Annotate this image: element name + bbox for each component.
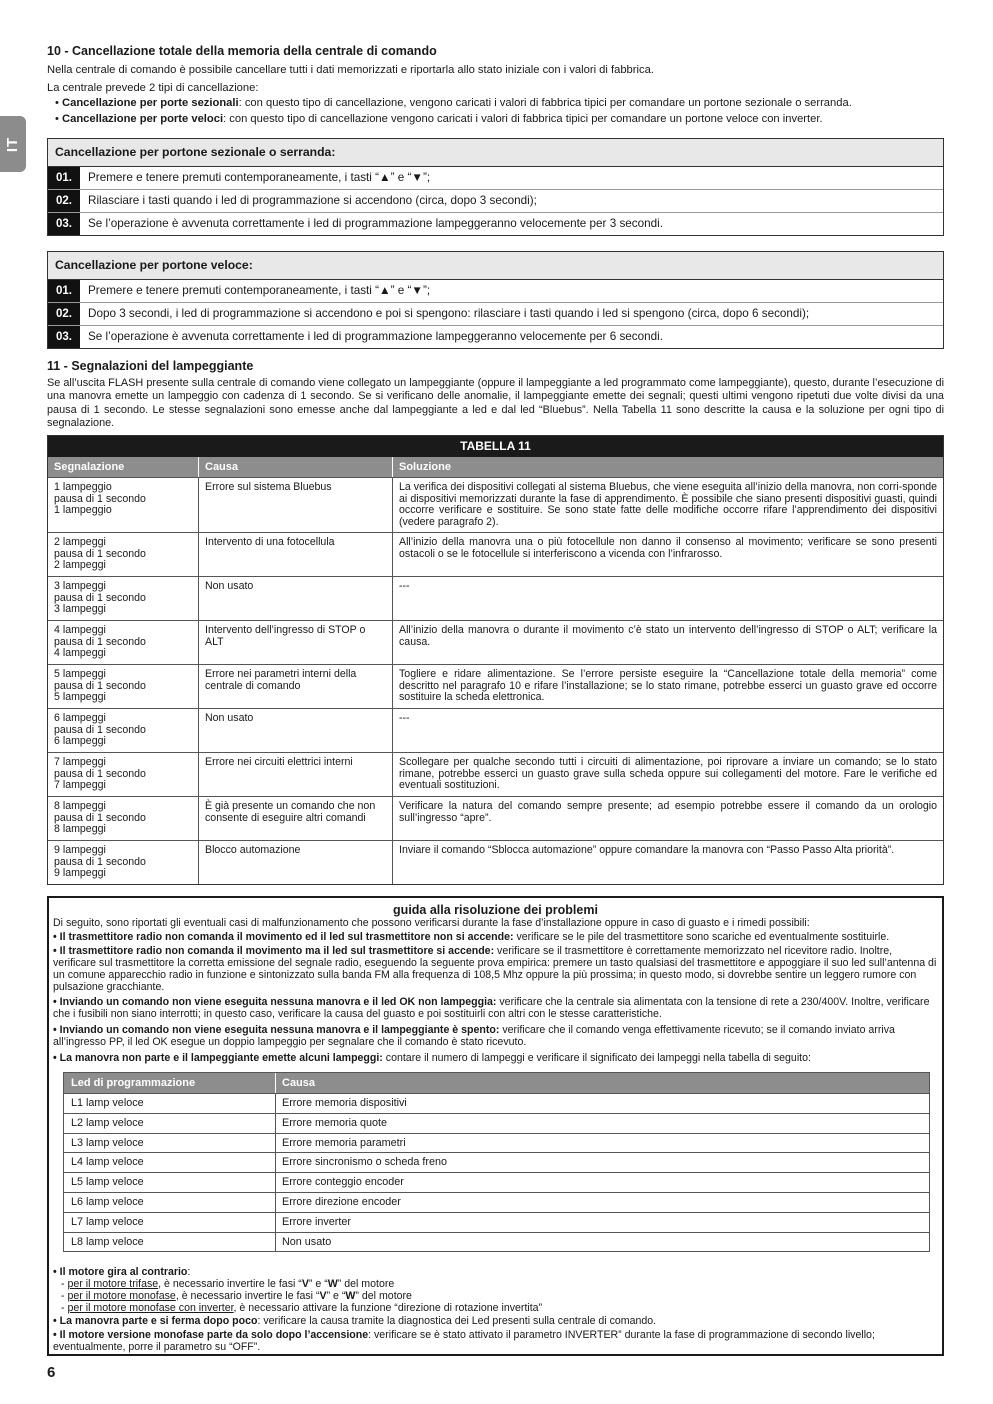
text: ” e “: [326, 1290, 346, 1302]
item-text: contare il numero di lampeggi e verificare il significato dei lampeggi nella tabella di seguito:: [382, 1052, 811, 1064]
led-row: [64, 1232, 929, 1252]
section-11-body: Se all’uscita FLASH presente sulla centrale di comando viene collegato un lampeggiante (oppure il lampeggiante a led programmato come lampeggiante), questo, durante l’esecuzione di una manovra emette un lampeggio con cadenza di 1 secondo. Se si verificano delle anomalie, il lampeggiante emette dei segnali; questi ultimi vengono ripetuti due volte divisi da una pausa di 1 secondo. Le stesse segnalazioni sono emesse anche dal lampeggiante a led e dal led “Bluebus”. Nella Tabella 11 sono descritte la causa e la soluzione per ogni tipo di segnalazione.: [47, 377, 944, 430]
led-cause-cell: Errore inverter: [282, 1215, 351, 1228]
led-cell: L2 lamp veloce: [64, 1114, 276, 1133]
dash: -: [61, 1302, 68, 1314]
led-cell: L4 lamp veloce: [64, 1153, 276, 1172]
bullet-text: : con questo tipo di cancellazione vengono caricati i valori di fabbrica tipici per comandare un portone veloce con inverter.: [223, 113, 823, 125]
language-label: IT: [4, 136, 22, 152]
item-bold: • La manovra non parte e il lampeggiante emette alcuni lampeggi:: [53, 1052, 383, 1064]
language-tab: [0, 116, 26, 172]
solution-cell: Verificare la natura del comando sempre presente; ad esempio potrebbe essere il comando da un orologio sull’ingresso “apre”.: [399, 800, 937, 824]
led-cell: L8 lamp veloce: [64, 1233, 276, 1252]
item-bold: • Il trasmettitore radio non comanda il movimento ed il led sul trasmettitore non si accende:: [53, 931, 514, 943]
signal-cell: 1 lampeggio pausa di 1 secondo 1 lampeggio: [48, 478, 199, 532]
troubleshooting-box: [47, 896, 944, 1356]
cause-cell: Non usato: [199, 577, 393, 620]
item-bold: • La manovra parte e si ferma dopo poco: [53, 1315, 258, 1327]
step-text: Rilasciare i tasti quando i led di programmazione si accendono (circa, dopo 3 secondi);: [88, 194, 537, 207]
section-10-intro: Nella centrale di comando è possibile cancellare tutti i dati memorizzati e riportarla allo stato iniziale con i valori di fabbrica.: [47, 64, 654, 76]
led-cause-cell: Errore memoria quote: [282, 1116, 388, 1129]
led-row: [64, 1172, 929, 1192]
item-text: verificare che il comando venga effettivamente ricevuto; se il comando inviato arriva all’ingresso PP, il led OK esegue un doppio lampeggio per segnalare che il comando è stato ricevuto.: [53, 1024, 895, 1048]
item-bold: • Inviando un comando non viene eseguita nessuna manovra e il led OK non lampeggia:: [53, 996, 497, 1008]
table-row: [48, 477, 943, 532]
page-number: 6: [47, 1364, 56, 1381]
item-bold: • Inviando un comando non viene eseguita nessuna manovra e il lampeggiante è spento:: [53, 1024, 500, 1036]
step-text: Premere e tenere premuti contemporaneamente, i tasti “▲” e “▼”;: [88, 171, 431, 184]
table-row: [48, 752, 943, 796]
table-row: [48, 532, 943, 576]
table-row: [48, 576, 943, 620]
step-text: Premere e tenere premuti contemporaneamente, i tasti “▲” e “▼”;: [88, 284, 431, 297]
procedure-step: [48, 325, 943, 348]
motor-type: per il motore monofase con inverter: [67, 1302, 234, 1314]
signal-cell: 4 lampeggi pausa di 1 secondo 4 lampeggi: [48, 621, 199, 664]
header-led: Led di programmazione: [64, 1073, 276, 1093]
bullet-text: : con questo tipo di cancellazione, vengono caricati i valori di fabbrica tipici per comandare un portone sezionale o serranda.: [238, 97, 852, 109]
table-row: [48, 840, 943, 884]
header-causa: Causa: [282, 1077, 316, 1089]
table-11-body: [48, 477, 943, 884]
text: , è necessario invertire le fasi “: [175, 1290, 320, 1302]
table-row: [48, 708, 943, 752]
signal-cell: 7 lampeggi pausa di 1 secondo 7 lampeggi: [48, 753, 199, 796]
item-text: verificare se le pile del trasmettitore sono scariche ed eventualmente sostituirle.: [513, 931, 890, 943]
troubleshooting-item: [53, 946, 938, 994]
phase: W: [345, 1290, 356, 1302]
text: ” del motore: [355, 1290, 412, 1302]
cause-cell: Errore sul sistema Bluebus: [199, 478, 393, 532]
led-cause-cell: Errore sincronismo o scheda freno: [282, 1156, 448, 1169]
troubleshooting-title: guida alla risoluzione dei problemi: [393, 903, 598, 917]
troubleshooting-item: [53, 1053, 938, 1065]
text: , è necessario invertire le fasi “: [158, 1278, 302, 1290]
led-row: [64, 1113, 929, 1133]
item-text: : verificare la causa tramite la diagnostica dei Led presenti sulla centrale di comando.: [257, 1315, 657, 1327]
procedure-title: Cancellazione per portone sezionale o serranda:: [48, 139, 943, 167]
solution-cell: All’inizio della manovra o durante il movimento c’è stato un intervento dell’ingresso di STOP o ALT; verificare la causa.: [399, 624, 937, 648]
procedure-box-veloce: [47, 251, 944, 349]
item-bold: • Il trasmettitore radio non comanda il movimento ma il led sul trasmettitore si accende:: [53, 945, 495, 957]
step-text: Se l’operazione è avvenuta correttamente i led di programmazione lampeggeranno velocemente per 3 secondi.: [88, 217, 663, 230]
procedure-title: Cancellazione per portone veloce:: [48, 252, 943, 280]
solution-cell: La verifica dei dispositivi collegati al sistema Bluebus, che viene eseguita all’inizio della manovra, non corri-sponde ai dispositivi memorizzati durante la fase di apprendimento. È possibile che siano presenti dispositivi guasti, quindi occorre verificare e sostituire. Se sono state fatte delle modifiche occorre rifare l’apprendimento dei dispositivi (vedere paragrafo 2).: [399, 481, 937, 528]
signal-cell: 2 lampeggi pausa di 1 secondo 2 lampeggi: [48, 533, 199, 576]
troubleshooting-item: [53, 1316, 938, 1328]
signal-cell: 3 lampeggi pausa di 1 secondo 3 lampeggi: [48, 577, 199, 620]
item-bold: • Il motore gira al contrario: [53, 1266, 188, 1278]
cause-cell: Errore nei parametri interni della centrale di comando: [199, 665, 393, 708]
item-bold: • Il motore versione monofase parte da solo dopo l’accensione: [53, 1329, 369, 1341]
procedure-step: [48, 302, 943, 325]
phase: W: [327, 1278, 338, 1290]
led-cell: L1 lamp veloce: [64, 1094, 276, 1113]
led-row: [64, 1093, 929, 1113]
signal-cell: 8 lampeggi pausa di 1 secondo 8 lampeggi: [48, 797, 199, 840]
led-row: [64, 1212, 929, 1232]
step-number: 03.: [48, 326, 80, 348]
header-segnalazione: Segnalazione: [48, 457, 199, 477]
text: , è necessario attivare la funzione “direzione di rotazione invertita”: [233, 1302, 543, 1314]
signal-cell: 6 lampeggi pausa di 1 secondo 6 lampeggi: [48, 709, 199, 752]
item-text: verificare se il trasmettitore è correttamente memorizzato nel ricevitore radio. Inoltre, verificare sul trasmettitore la corretta emissione del segnale radio, eseguendo la seguente prova empirica: premere un tasto qualsiasi del trasmettitore e appoggiare il suo led sull’antenna di un comune apparecchio radio in funzione e sintonizzato sulla banda FM alla frequenza di 108,5 Mhz oppure la più prossima; in questo modo, si dovrebbe sentire un leggero rumore con pulsazione gracchiante.: [53, 945, 937, 993]
solution-cell: Togliere e ridare alimentazione. Se l’errore persiste eseguire la “Cancellazione totale della memoria” come descritto nel paragrafo 10 e rifare l’installazione; se lo stato rimane, potrebbe esserci un guasto grave ed occorre sostituire la scheda elettronica.: [399, 668, 937, 703]
solution-cell: All’inizio della manovra una o più fotocellule non danno il consenso al movimento; verificare se sono presenti ostacoli o se le fotocellule si interferiscono a vicenda con l’infrarosso.: [399, 536, 937, 560]
signal-cell: 5 lampeggi pausa di 1 secondo 5 lampeggi: [48, 665, 199, 708]
dash: -: [61, 1278, 68, 1290]
step-number: 02.: [48, 303, 80, 325]
led-row: [64, 1152, 929, 1172]
troubleshooting-item: [53, 932, 938, 944]
table-row: [48, 796, 943, 840]
section-10-types-intro: La centrale prevede 2 tipi di cancellazione:: [47, 82, 259, 94]
section-11-title: 11 - Segnalazioni del lampeggiante: [47, 359, 254, 373]
phase: V: [319, 1290, 327, 1302]
solution-cell: ---: [399, 712, 410, 724]
step-number: 03.: [48, 213, 80, 235]
led-row: [64, 1192, 929, 1212]
table-11: [47, 435, 944, 885]
troubleshooting-item: [53, 997, 938, 1021]
cause-cell: Intervento dell’ingresso di STOP o ALT: [199, 621, 393, 664]
solution-cell: ---: [399, 580, 410, 592]
table-11-header: [48, 457, 943, 477]
led-cell: L5 lamp veloce: [64, 1173, 276, 1192]
bullet-bold: Cancellazione per porte sezionali: [62, 97, 239, 109]
cause-cell: Intervento di una fotocellula: [199, 533, 393, 576]
motor-type: per il motore monofase: [67, 1290, 176, 1302]
troubleshooting-item: [53, 1025, 938, 1049]
solution-cell: Inviare il comando “Sblocca automazione” oppure comandare la manovra con “Passo Passo Alta priorità”.: [399, 844, 895, 856]
table-row: [48, 664, 943, 708]
section-10-title: 10 - Cancellazione totale della memoria della centrale di comando: [47, 44, 437, 58]
table-row: [48, 620, 943, 664]
step-text: Se l’operazione è avvenuta correttamente i led di programmazione lampeggeranno velocemente per 6 secondi.: [88, 330, 663, 343]
bullet-bold: Cancellazione per porte veloci: [62, 113, 224, 125]
step-number: 01.: [48, 167, 80, 189]
led-table-body: [64, 1093, 929, 1251]
solution-cell: Scollegare per qualche secondo tutti i circuiti di alimentazione, poi riprovare a inviare un comando; se lo stato rimane, potrebbe esserci un guasto grave sulla scheda oppure sui collegamenti del motore. Fare le verifiche ed eventuali sostituzioni.: [399, 756, 937, 791]
dash: -: [61, 1290, 68, 1302]
troubleshooting-item: [53, 1330, 938, 1354]
led-table: [63, 1072, 930, 1252]
procedure-step: [48, 280, 943, 302]
led-cell: L7 lamp veloce: [64, 1213, 276, 1232]
led-cause-cell: Errore direzione encoder: [282, 1195, 401, 1208]
phase: V: [301, 1278, 309, 1290]
troubleshooting-intro: Di seguito, sono riportati gli eventuali casi di malfunzionamento che possono verificarsi durante la fase d’installazione oppure in caso di guasto e i rimedi possibili:: [53, 917, 810, 929]
led-row: [64, 1133, 929, 1153]
led-cause-cell: Errore memoria parametri: [282, 1136, 406, 1149]
table-11-title: TABELLA 11: [48, 436, 943, 457]
led-cause-cell: Errore memoria dispositivi: [282, 1097, 407, 1109]
procedure-step: [48, 189, 943, 212]
signal-cell: 9 lampeggi pausa di 1 secondo 9 lampeggi: [48, 841, 199, 884]
procedure-box-sezionale: [47, 138, 944, 236]
led-cell: L3 lamp veloce: [64, 1134, 276, 1153]
item-text: verificare che la centrale sia alimentata con la tensione di rete a 230/400V. Inoltre, verificare che i fusibili non siano interrotti; in questo caso, verificare la causa del guasto e poi sostituirli con altri con le stesse caratteristiche.: [53, 996, 930, 1020]
item-colon: :: [187, 1266, 191, 1278]
text: ” e “: [308, 1278, 328, 1290]
section-10-bullet: • Cancellazione per porte sezionali: con questo tipo di cancellazione, vengono caricati i valori di fabbrica tipici per comandare un portone sezionale o serranda.: [55, 97, 852, 109]
motor-type: per il motore trifase: [67, 1278, 159, 1290]
motor-line: [61, 1303, 938, 1315]
cause-cell: Non usato: [199, 709, 393, 752]
step-number: 02.: [48, 190, 80, 212]
procedure-step: [48, 212, 943, 235]
section-10-bullet: • Cancellazione per porte veloci: con questo tipo di cancellazione vengono caricati i valori di fabbrica tipici per comandare un portone veloce con inverter.: [55, 113, 823, 125]
cause-cell: Blocco automazione: [199, 841, 393, 884]
item-text: : verificare se è stato attivato il parametro INVERTER” durante la fase di programmazione di secondo livello; eventualmente, porre il parametro su “OFF”.: [53, 1329, 875, 1353]
led-cause-cell: Errore conteggio encoder: [282, 1176, 404, 1189]
header-causa: Causa: [199, 457, 393, 477]
header-soluzione: Soluzione: [399, 461, 451, 473]
procedure-step: [48, 167, 943, 189]
cause-cell: È già presente un comando che non consente di eseguire altri comandi: [199, 797, 393, 840]
step-number: 01.: [48, 280, 80, 302]
step-text: Dopo 3 secondi, i led di programmazione si accendono e poi si spengono: rilasciare i tasti quando i led si spengono (circa, dopo 6 secondi);: [88, 307, 810, 320]
led-cell: L6 lamp veloce: [64, 1193, 276, 1212]
led-table-header: [64, 1073, 929, 1093]
cause-cell: Errore nei circuiti elettrici interni: [199, 753, 393, 796]
led-cause-cell: Non usato: [282, 1235, 332, 1248]
text: ” del motore: [337, 1278, 395, 1290]
